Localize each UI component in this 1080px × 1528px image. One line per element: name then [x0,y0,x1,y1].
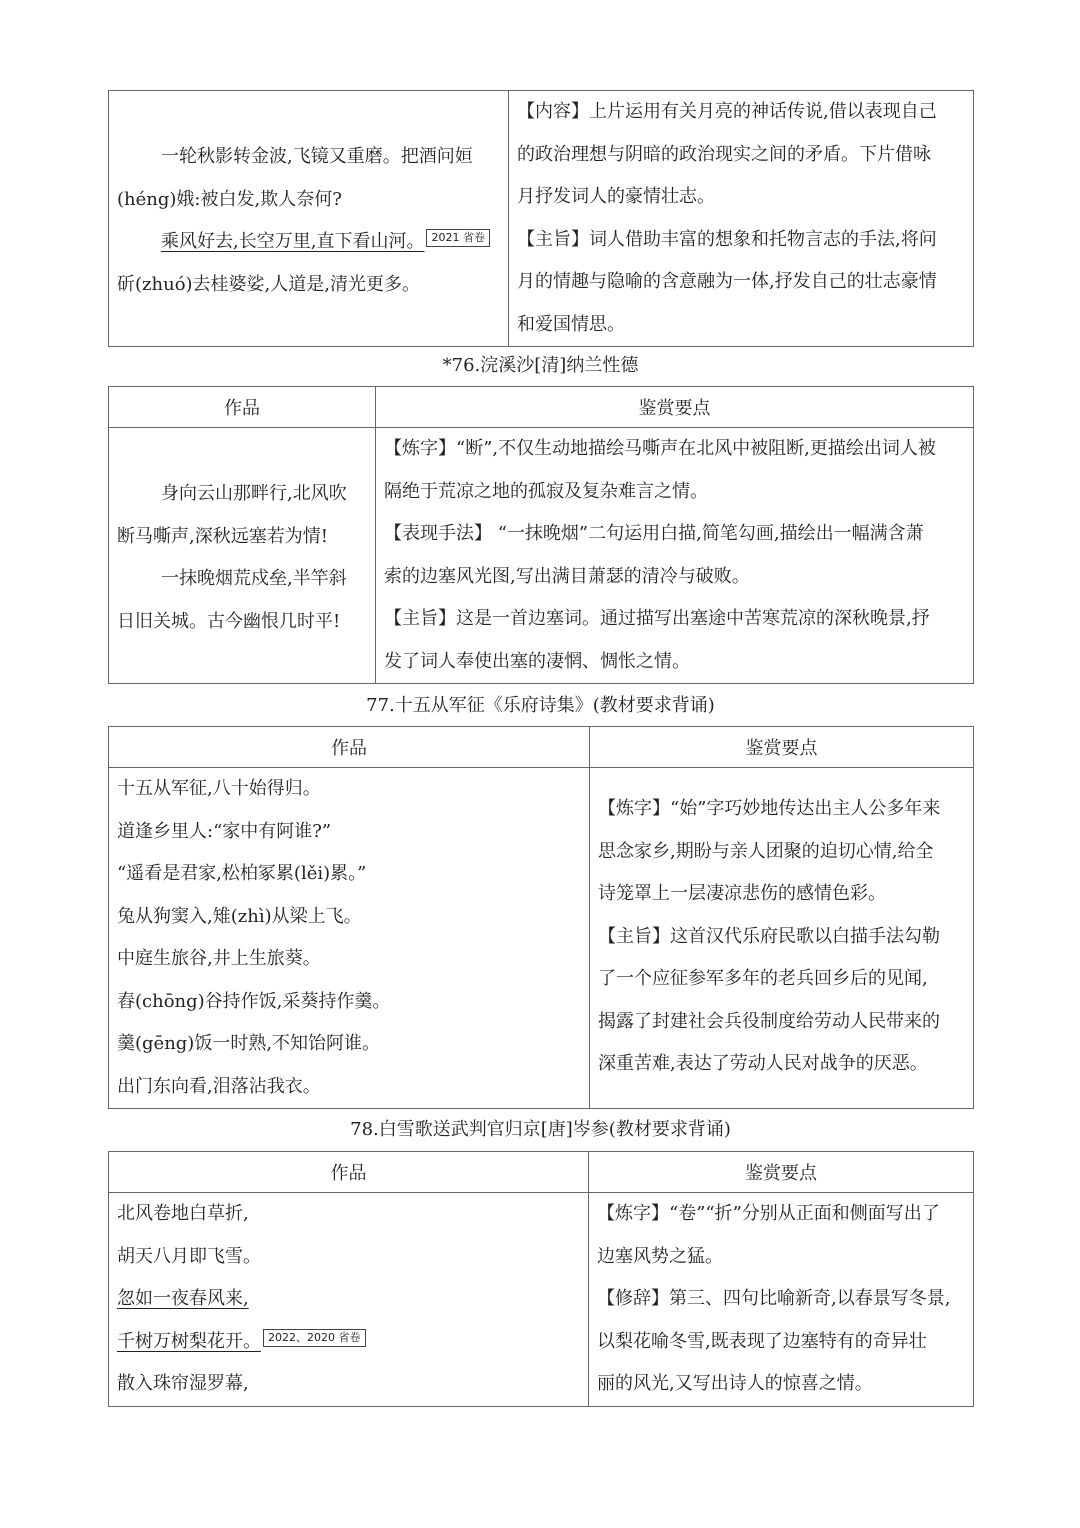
section-title-76: *76.浣溪沙[清]纳兰性德 [442,355,639,376]
work-cell-75 [109,91,509,347]
poem-line: 中庭生旅谷,井上生旅葵。 [117,948,321,969]
poem-line [117,221,500,264]
notes-cell-76 [376,428,974,684]
table-75 [108,90,974,347]
table-77 [108,726,974,1109]
section-title-77: 77.十五从军征《乐府诗集》(教材要求背诵) [366,695,715,716]
poem-line [117,1321,580,1364]
note-line: 和爱国情思。 [517,313,625,335]
column-header-work: 作品 [109,727,590,768]
poem-line: 斫(zhuó)去桂婆娑,人道是,清光更多。 [117,273,420,295]
column-header-work: 作品 [109,387,376,428]
table-78 [108,1151,974,1407]
poem-line: 道逢乡里人:“家中有阿谁?” [117,820,332,842]
note-line: 【内容】上片运用有关月亮的神话传说,借以表现自己 [517,101,937,122]
column-header-work: 作品 [109,1152,589,1193]
poem-line: 北风卷地白草折, [117,1203,249,1224]
section-title-78: 78.白雪歌送武判官归京[唐]岑参(教材要求背诵) [350,1119,731,1140]
poem-line: 十五从军征,八十始得归。 [117,778,321,799]
work-cell-76 [109,428,376,684]
exam-tag: 2022、2020 省卷 [263,1329,366,1347]
note-line: 思念家乡,期盼与亲人团聚的迫切心情,给全 [598,840,934,862]
poem-line: 日旧关城。古今幽恨几时平! [117,610,341,632]
note-line: 【主旨】这是一首边塞词。通过描写出塞途中苦寒荒凉的深秋晚景,抒 [384,608,930,629]
note-line: 以梨花喻冬雪,既表现了边塞特有的奇异壮 [597,1330,927,1352]
memorize-underline: 忽如一夜春风来, [117,1288,249,1309]
note-line: 边塞风势之猛。 [597,1245,723,1267]
note-line: 月的情趣与隐喻的含意融为一体,抒发自己的壮志豪情 [517,271,937,292]
poem-line: 断马嘶声,深秋远塞若为情! [117,525,328,547]
column-header-notes: 鉴赏要点 [589,1152,974,1193]
poem-line: 散入珠帘湿罗幕, [117,1373,249,1394]
note-line: 【主旨】这首汉代乐府民歌以白描手法勾勒 [598,925,940,947]
note-line: 【炼字】“断”,不仅生动地描绘马嘶声在北风中被阻断,更描绘出词人被 [384,438,936,459]
note-line: 揭露了封建社会兵役制度给劳动人民带来的 [598,1010,940,1032]
memorize-underline: 乘风好去,长空万里,直下看山河。 [161,231,425,252]
note-line: 【修辞】第三、四句比喻新奇,以春景写冬景, [597,1288,951,1309]
column-header-notes: 鉴赏要点 [590,727,974,768]
poem-line: 舂(chōng)谷持作饭,采葵持作羹。 [117,990,391,1012]
notes-cell-75 [509,91,974,347]
poem-line: 身向云山那畔行,北风吹 [161,483,347,504]
table-76 [108,386,974,684]
note-line: 深重苦难,表达了劳动人民对战争的厌恶。 [598,1053,928,1074]
poem-line: 胡天八月即飞雪。 [117,1245,261,1267]
poem-line [117,1278,580,1321]
exam-tag: 2021 省卷 [426,229,490,247]
poem-line: 出门东向看,泪落沾我衣。 [117,1075,321,1097]
note-line: 诗笼罩上一层凄凉悲伤的感情色彩。 [598,883,886,904]
note-line: 月抒发词人的豪情壮志。 [517,186,715,207]
note-line: 的政治理想与阴暗的政治现实之间的矛盾。下片借咏 [517,143,931,165]
note-line: 【炼字】“卷”“折”分别从正面和侧面写出了 [597,1203,940,1224]
note-line: 【炼字】“始”字巧妙地传达出主人公多年来 [598,798,941,819]
note-line: 隔绝于荒凉之地的孤寂及复杂难言之情。 [384,480,708,502]
poem-line: 羹(gēng)饭一时熟,不知饴阿谁。 [117,1033,381,1054]
poem-line: “遥看是君家,松柏冢累(lěi)累。” [117,863,367,884]
notes-cell-77 [590,768,974,1109]
memorize-underline: 千树万树梨花开。 [117,1330,261,1352]
poem-line: (héng)娥:被白发,欺人奈何? [117,188,342,210]
work-cell-78 [109,1193,589,1407]
notes-cell-78 [589,1193,974,1407]
note-line: 丽的风光,又写出诗人的惊喜之情。 [597,1373,873,1394]
poem-line: 兔从狗窦入,雉(zhì)从梁上飞。 [117,905,362,927]
work-cell-77 [109,768,590,1109]
column-header-notes: 鉴赏要点 [376,387,974,428]
poem-line: 一抹晚烟荒戍垒,半竿斜 [161,568,347,589]
note-line: 【主旨】词人借助丰富的想象和托物言志的手法,将问 [517,228,937,250]
note-line: 了一个应征参军多年的老兵回乡后的见闻, [598,968,928,989]
note-line: 索的边塞风光图,写出满目萧瑟的清冷与破败。 [384,565,750,587]
poem-line: 一轮秋影转金波,飞镜又重磨。把酒问姮 [161,146,473,167]
note-line: 【表现手法】 “一抹晚烟”二句运用白描,简笔勾画,描绘出一幅满含萧 [384,523,924,544]
note-line: 发了词人奉使出塞的凄惘、惆怅之情。 [384,650,690,672]
